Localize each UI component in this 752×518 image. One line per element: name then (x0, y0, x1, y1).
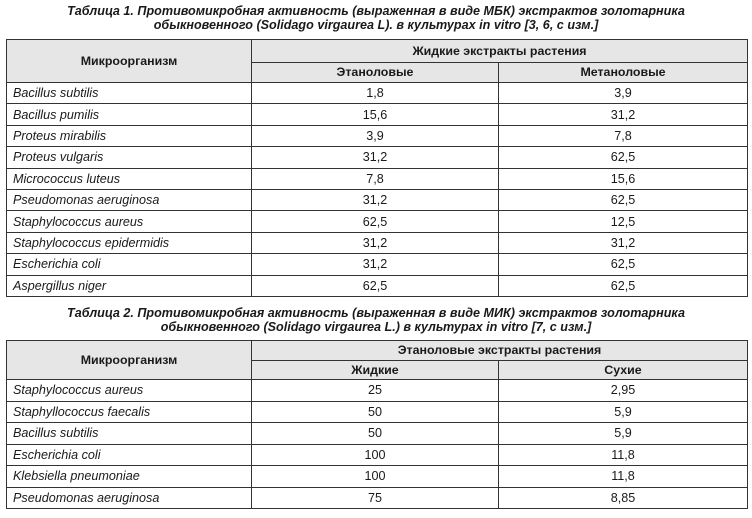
value-cell-2: 5,9 (499, 423, 748, 445)
table-row (7, 125, 748, 146)
value-cell-1: 3,9 (252, 125, 499, 146)
table-row (7, 211, 748, 232)
organism-cell: Aspergillus niger (7, 275, 252, 296)
table1-caption-line2: обыкновенного (Solidago virgaurea L). в культурах in vitro [3, 6, с изм.] (153, 18, 599, 32)
organism-cell: Bacillus subtilis (7, 423, 252, 445)
value-cell-2: 31,2 (499, 232, 748, 253)
value-cell-1: 31,2 (252, 189, 499, 210)
table-row (7, 189, 748, 210)
value-cell-2: 5,9 (499, 401, 748, 423)
table-row (7, 466, 748, 488)
value-cell-1: 7,8 (252, 168, 499, 189)
value-cell-2: 31,2 (499, 104, 748, 125)
table1-body (7, 83, 748, 297)
table2-caption (6, 306, 746, 334)
organism-cell: Pseudomonas aeruginosa (7, 189, 252, 210)
organism-cell: Staphylococcus aureus (7, 380, 252, 402)
table-row (7, 147, 748, 168)
table2-caption-line1: Таблица 2. Противомикробная активность (выраженная в виде МИК) экстрактов золотарника (67, 306, 685, 320)
table-row (7, 423, 748, 445)
organism-cell: Pseudomonas aeruginosa (7, 487, 252, 509)
value-cell-1: 100 (252, 466, 499, 488)
table2-header-col2: Сухие (499, 361, 748, 380)
table2-header-col1: Жидкие (252, 361, 499, 380)
value-cell-2: 62,5 (499, 275, 748, 296)
table-row (7, 104, 748, 125)
organism-cell: Staphylococcus aureus (7, 211, 252, 232)
table-row (7, 254, 748, 275)
table-row (7, 83, 748, 104)
value-cell-2: 8,85 (499, 487, 748, 509)
value-cell-2: 7,8 (499, 125, 748, 146)
organism-cell: Escherichia coli (7, 444, 252, 466)
organism-cell: Bacillus pumilis (7, 104, 252, 125)
value-cell-2: 11,8 (499, 444, 748, 466)
value-cell-1: 31,2 (252, 147, 499, 168)
organism-cell: Staphyllococcus faecalis (7, 401, 252, 423)
table2 (6, 340, 748, 509)
organism-cell: Klebsiella pneumoniae (7, 466, 252, 488)
table-row (7, 380, 748, 402)
organism-cell: Staphylococcus epidermidis (7, 232, 252, 253)
value-cell-1: 75 (252, 487, 499, 509)
table-row (7, 232, 748, 253)
table2-header-group: Этаноловые экстракты растения (252, 341, 748, 361)
organism-cell: Micrococcus luteus (7, 168, 252, 189)
value-cell-1: 25 (252, 380, 499, 402)
value-cell-2: 62,5 (499, 147, 748, 168)
table1-header-group: Жидкие экстракты растения (252, 40, 748, 63)
value-cell-1: 31,2 (252, 254, 499, 275)
table1-caption-line1: Таблица 1. Противомикробная активность (выраженная в виде МБК) экстрактов золотарника (67, 4, 685, 18)
value-cell-2: 11,8 (499, 466, 748, 488)
value-cell-2: 12,5 (499, 211, 748, 232)
value-cell-1: 50 (252, 401, 499, 423)
table-row (7, 275, 748, 296)
table-row (7, 487, 748, 509)
value-cell-1: 31,2 (252, 232, 499, 253)
table-row (7, 401, 748, 423)
value-cell-1: 62,5 (252, 211, 499, 232)
table1-header-col1: Этаноловые (252, 63, 499, 83)
table1-caption (6, 4, 746, 32)
table2-header-organism: Микроорганизм (7, 341, 252, 380)
value-cell-2: 2,95 (499, 380, 748, 402)
table2-body (7, 380, 748, 509)
table1-header-col2: Метаноловые (499, 63, 748, 83)
value-cell-1: 62,5 (252, 275, 499, 296)
organism-cell: Escherichia coli (7, 254, 252, 275)
organism-cell: Proteus mirabilis (7, 125, 252, 146)
value-cell-2: 15,6 (499, 168, 748, 189)
value-cell-2: 3,9 (499, 83, 748, 104)
organism-cell: Bacillus subtilis (7, 83, 252, 104)
value-cell-1: 100 (252, 444, 499, 466)
value-cell-1: 1,8 (252, 83, 499, 104)
table1 (6, 39, 748, 297)
value-cell-1: 50 (252, 423, 499, 445)
table-row (7, 444, 748, 466)
organism-cell: Proteus vulgaris (7, 147, 252, 168)
table-row (7, 168, 748, 189)
value-cell-1: 15,6 (252, 104, 499, 125)
value-cell-2: 62,5 (499, 254, 748, 275)
value-cell-2: 62,5 (499, 189, 748, 210)
table1-header-organism: Микроорганизм (7, 40, 252, 83)
table2-caption-line2: обыкновенного (Solidago virgaurea L.) в культурах in vitro [7, с изм.] (160, 320, 592, 334)
